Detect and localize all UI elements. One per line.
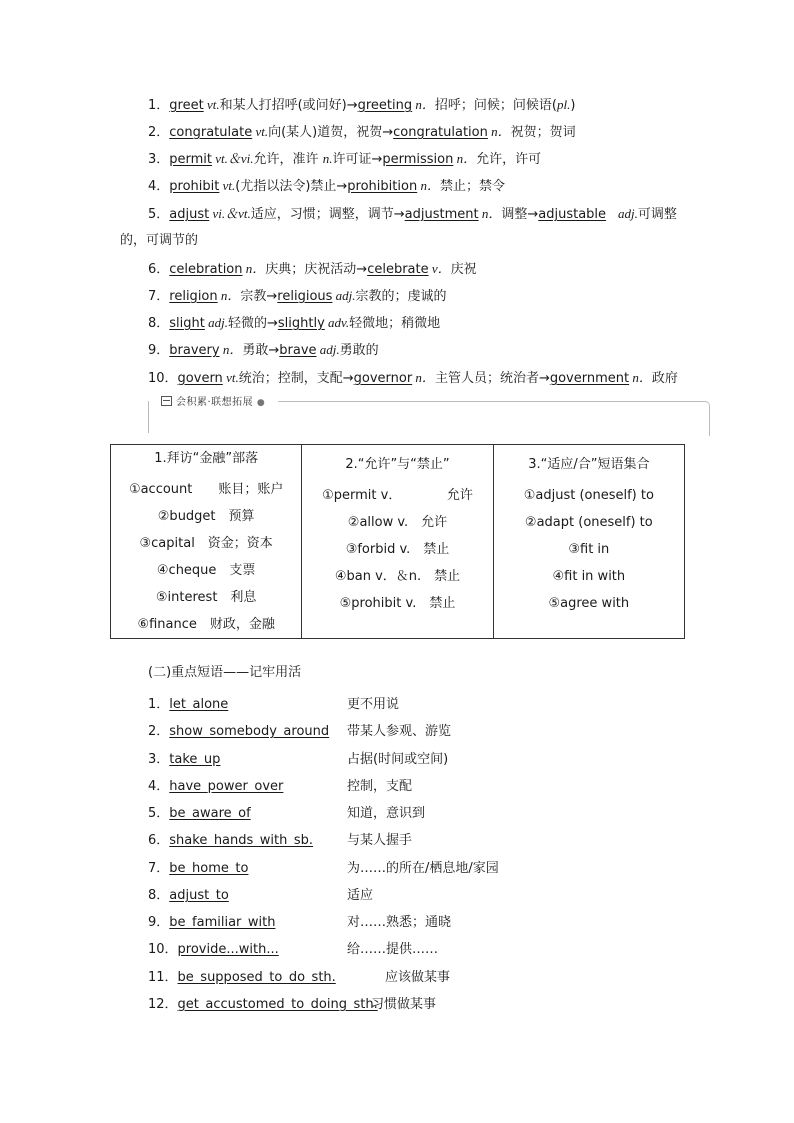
word: govern [177, 371, 223, 386]
item-number: 8． [148, 888, 170, 903]
column-item: ②allow v. 允许 [347, 515, 448, 530]
definition: 祝贺；贺词 [510, 125, 576, 140]
phrase-en: adjust_to [169, 888, 229, 903]
item-number: 2． [148, 125, 170, 140]
phrase-item [148, 831, 313, 851]
phrase-en: have_power_over [169, 779, 284, 794]
phrase-en: be_supposed_to_do_sth. [177, 970, 336, 985]
table-column [493, 445, 684, 639]
definition: 庆典；庆祝活动→ [265, 262, 368, 277]
derived-word: celebrate [367, 262, 429, 277]
derived-word: congratulation [393, 125, 488, 140]
pos: adj. [332, 288, 356, 303]
column-title: 1.拜访“金融”部落 [154, 451, 259, 466]
frame-line [278, 401, 703, 402]
phrase-en: get_accustomed_to_doing_sth. [177, 997, 378, 1012]
word: religion [169, 289, 218, 304]
column-item: ②adapt (oneself) to [524, 515, 653, 530]
derived-word: religious [277, 289, 333, 304]
phrase-cn: 带某人参观、游览 [347, 724, 452, 739]
derived-word: governor [353, 371, 413, 386]
word: prohibit [169, 179, 220, 194]
note-label-text: 会积累·联想拓展 [176, 397, 254, 408]
phrase-item [148, 804, 251, 824]
pos: adv. [324, 315, 350, 330]
phrase-cn: 与某人握手 [347, 833, 413, 848]
column-title: 2.“允许”与“禁止” [345, 457, 450, 472]
definition: 允许，许可 [476, 152, 542, 167]
derived-word: greeting [357, 98, 413, 113]
phrase-en: be_home_to [169, 861, 249, 876]
word-item [148, 122, 576, 142]
minus-box-icon [161, 396, 172, 406]
note-label [158, 393, 268, 408]
column-item: ⑥finance 财政，金融 [137, 617, 275, 632]
column-item: ④ban v．＆n. 禁止 [334, 569, 461, 584]
definition: 宗教→ [240, 289, 278, 304]
pos: vi.＆vt. [209, 206, 251, 221]
item-number: 2． [148, 724, 170, 739]
column-title: 3.“适应/合”短语集合 [528, 457, 650, 472]
phrase-cn: 控制，支配 [347, 779, 413, 794]
item-number: 8． [148, 316, 170, 331]
pos: n． [217, 288, 241, 303]
definition: (尤指以法令)禁止→ [235, 179, 348, 194]
derived-word: prohibition [347, 179, 418, 194]
frame-line [148, 401, 155, 433]
item-number: 1． [148, 697, 170, 712]
definition: 政府 [651, 371, 678, 386]
definition: 宗教的；虔诚的 [355, 289, 447, 304]
word: celebration [169, 262, 243, 277]
definition: 轻微的→ [228, 316, 278, 331]
pos: n. [322, 151, 333, 166]
column-item: ④fit in with [552, 569, 626, 584]
pos: pl. [556, 97, 571, 112]
pos: n． [412, 97, 435, 112]
phrase-en: let_alone [169, 697, 229, 712]
item-number: 3． [148, 152, 170, 167]
definition: ) [570, 98, 576, 113]
pos: vt. [219, 178, 236, 193]
phrase-en: shake_hands_with_sb. [169, 833, 314, 848]
word: bravery [169, 343, 220, 358]
column-item: ①account 账目；账户 [128, 482, 284, 497]
column-item: ⑤prohibit v. 禁止 [339, 596, 456, 611]
word: slight [169, 316, 205, 331]
definition: 调整→ [501, 207, 539, 222]
phrase-item [148, 913, 275, 933]
column-item: ①adjust (oneself) to [523, 488, 654, 503]
word-item [148, 204, 677, 224]
word-item [148, 368, 678, 388]
phrase-item [148, 940, 279, 960]
pos: vt.＆vi. [212, 151, 254, 166]
word-item [148, 95, 575, 115]
column-item: ②budget 预算 [157, 509, 255, 524]
definition: 适应，习惯；调整，调节→ [250, 207, 405, 222]
phrase-item [148, 968, 336, 988]
definition: 许可证→ [332, 152, 383, 167]
column-item: ③fit in [568, 542, 610, 557]
derived-word: government [549, 371, 630, 386]
phrase-cn: 为……的所在/栖息地/家园 [347, 861, 499, 876]
phrase-cn: 习惯做某事 [371, 997, 437, 1012]
phrase-en: show_somebody_around [169, 724, 330, 739]
phrase-cn: 给……提供…… [347, 942, 439, 957]
item-number: 9． [148, 343, 170, 358]
word-item-continuation: 的，可调节的 [120, 233, 199, 248]
phrase-item [148, 695, 228, 715]
item-number: 7． [148, 289, 170, 304]
word: greet [169, 98, 204, 113]
item-number: 6． [148, 262, 170, 277]
item-number: 7． [148, 861, 170, 876]
phrase-en: provide...with... [177, 942, 279, 957]
phrase-cn: 对……熟悉；通晓 [347, 915, 452, 930]
item-number: 10． [148, 371, 178, 386]
pos: adj. [618, 206, 638, 221]
word-item [148, 340, 379, 360]
phrase-en: take_up [169, 752, 221, 767]
word: permit [169, 152, 213, 167]
phrase-item [148, 722, 329, 742]
item-number: 5． [148, 806, 170, 821]
definition: 主管人员；统治者→ [434, 371, 550, 386]
definition: 可调整 [637, 207, 677, 222]
derived-word: adjustment [404, 207, 479, 222]
definition: 轻微地；稍微地 [349, 316, 441, 331]
item-number: 10． [148, 942, 178, 957]
phrase-item [148, 750, 220, 770]
phrase-cn: 适应 [347, 888, 374, 903]
derived-word: slightly [277, 316, 325, 331]
derived-word: permission [382, 152, 454, 167]
definition: 允许，准许 [253, 152, 323, 167]
word-item [148, 259, 477, 279]
pos: n． [487, 124, 511, 139]
vocab-table [110, 444, 685, 639]
item-number: 3． [148, 752, 170, 767]
dot-icon: ● [256, 398, 266, 408]
pos: vt. [203, 97, 220, 112]
note-section-header [148, 392, 708, 436]
item-number: 12． [148, 997, 178, 1012]
pos: vt. [222, 370, 239, 385]
column-item: ①permit v． 允许 [322, 488, 473, 503]
column-item: ③forbid v. 禁止 [345, 542, 450, 557]
item-number: 11． [148, 970, 178, 985]
phrase-item [148, 777, 283, 797]
word-item [148, 286, 447, 306]
pos: n． [242, 261, 266, 276]
section-title: (二)重点短语——记牢用活 [148, 665, 302, 680]
definition: 招呼；问候；问候语( [434, 98, 557, 113]
definition: 庆祝 [450, 262, 477, 277]
column-item: ③capital 资金；资本 [139, 536, 273, 551]
phrase-cn: 更不用说 [347, 697, 400, 712]
item-number: 5． [148, 207, 170, 222]
phrase-en: be_familiar_with [169, 915, 276, 930]
pos: n． [478, 206, 502, 221]
pos: v． [428, 261, 451, 276]
item-number: 4． [148, 179, 170, 194]
pos: adj. [316, 342, 340, 357]
definition: 向(某人)道贺，祝贺→ [268, 125, 394, 140]
column-item: ⑤agree with [548, 596, 630, 611]
pos: n． [412, 370, 435, 385]
phrase-cn: 占据(时间或空间) [347, 752, 449, 767]
word: adjust [169, 207, 210, 222]
pos: adj. [204, 315, 228, 330]
word-item [148, 149, 541, 169]
word-item [148, 313, 440, 333]
word-item [148, 176, 505, 196]
pos: vt. [252, 124, 269, 139]
pos: n． [219, 342, 243, 357]
definition: 统治；控制，支配→ [238, 371, 354, 386]
phrase-cn: 知道，意识到 [347, 806, 426, 821]
definition: 勇敢的 [339, 343, 379, 358]
phrase-cn: 应该做某事 [385, 970, 451, 985]
item-number: 6． [148, 833, 170, 848]
column-item: ⑤interest 利息 [155, 590, 257, 605]
pos: n． [629, 370, 652, 385]
phrase-item [148, 995, 378, 1015]
pos: n． [417, 178, 440, 193]
frame-corner [703, 401, 710, 436]
item-number: 4． [148, 779, 170, 794]
derived-word: adjustable [538, 207, 607, 222]
item-number: 9． [148, 915, 170, 930]
item-number: 1． [148, 98, 170, 113]
derived-word: brave [279, 343, 317, 358]
word: congratulate [169, 125, 253, 140]
phrase-item [148, 886, 229, 906]
definition: 禁止；禁令 [439, 179, 505, 194]
phrase-item [148, 859, 248, 879]
definition: 和某人打招呼(或问好)→ [219, 98, 358, 113]
column-item: ④cheque 支票 [156, 563, 256, 578]
definition: 勇敢→ [242, 343, 280, 358]
phrase-en: be_aware_of [169, 806, 251, 821]
table-column [302, 445, 493, 639]
pos: n． [453, 151, 477, 166]
table-column [111, 445, 302, 639]
